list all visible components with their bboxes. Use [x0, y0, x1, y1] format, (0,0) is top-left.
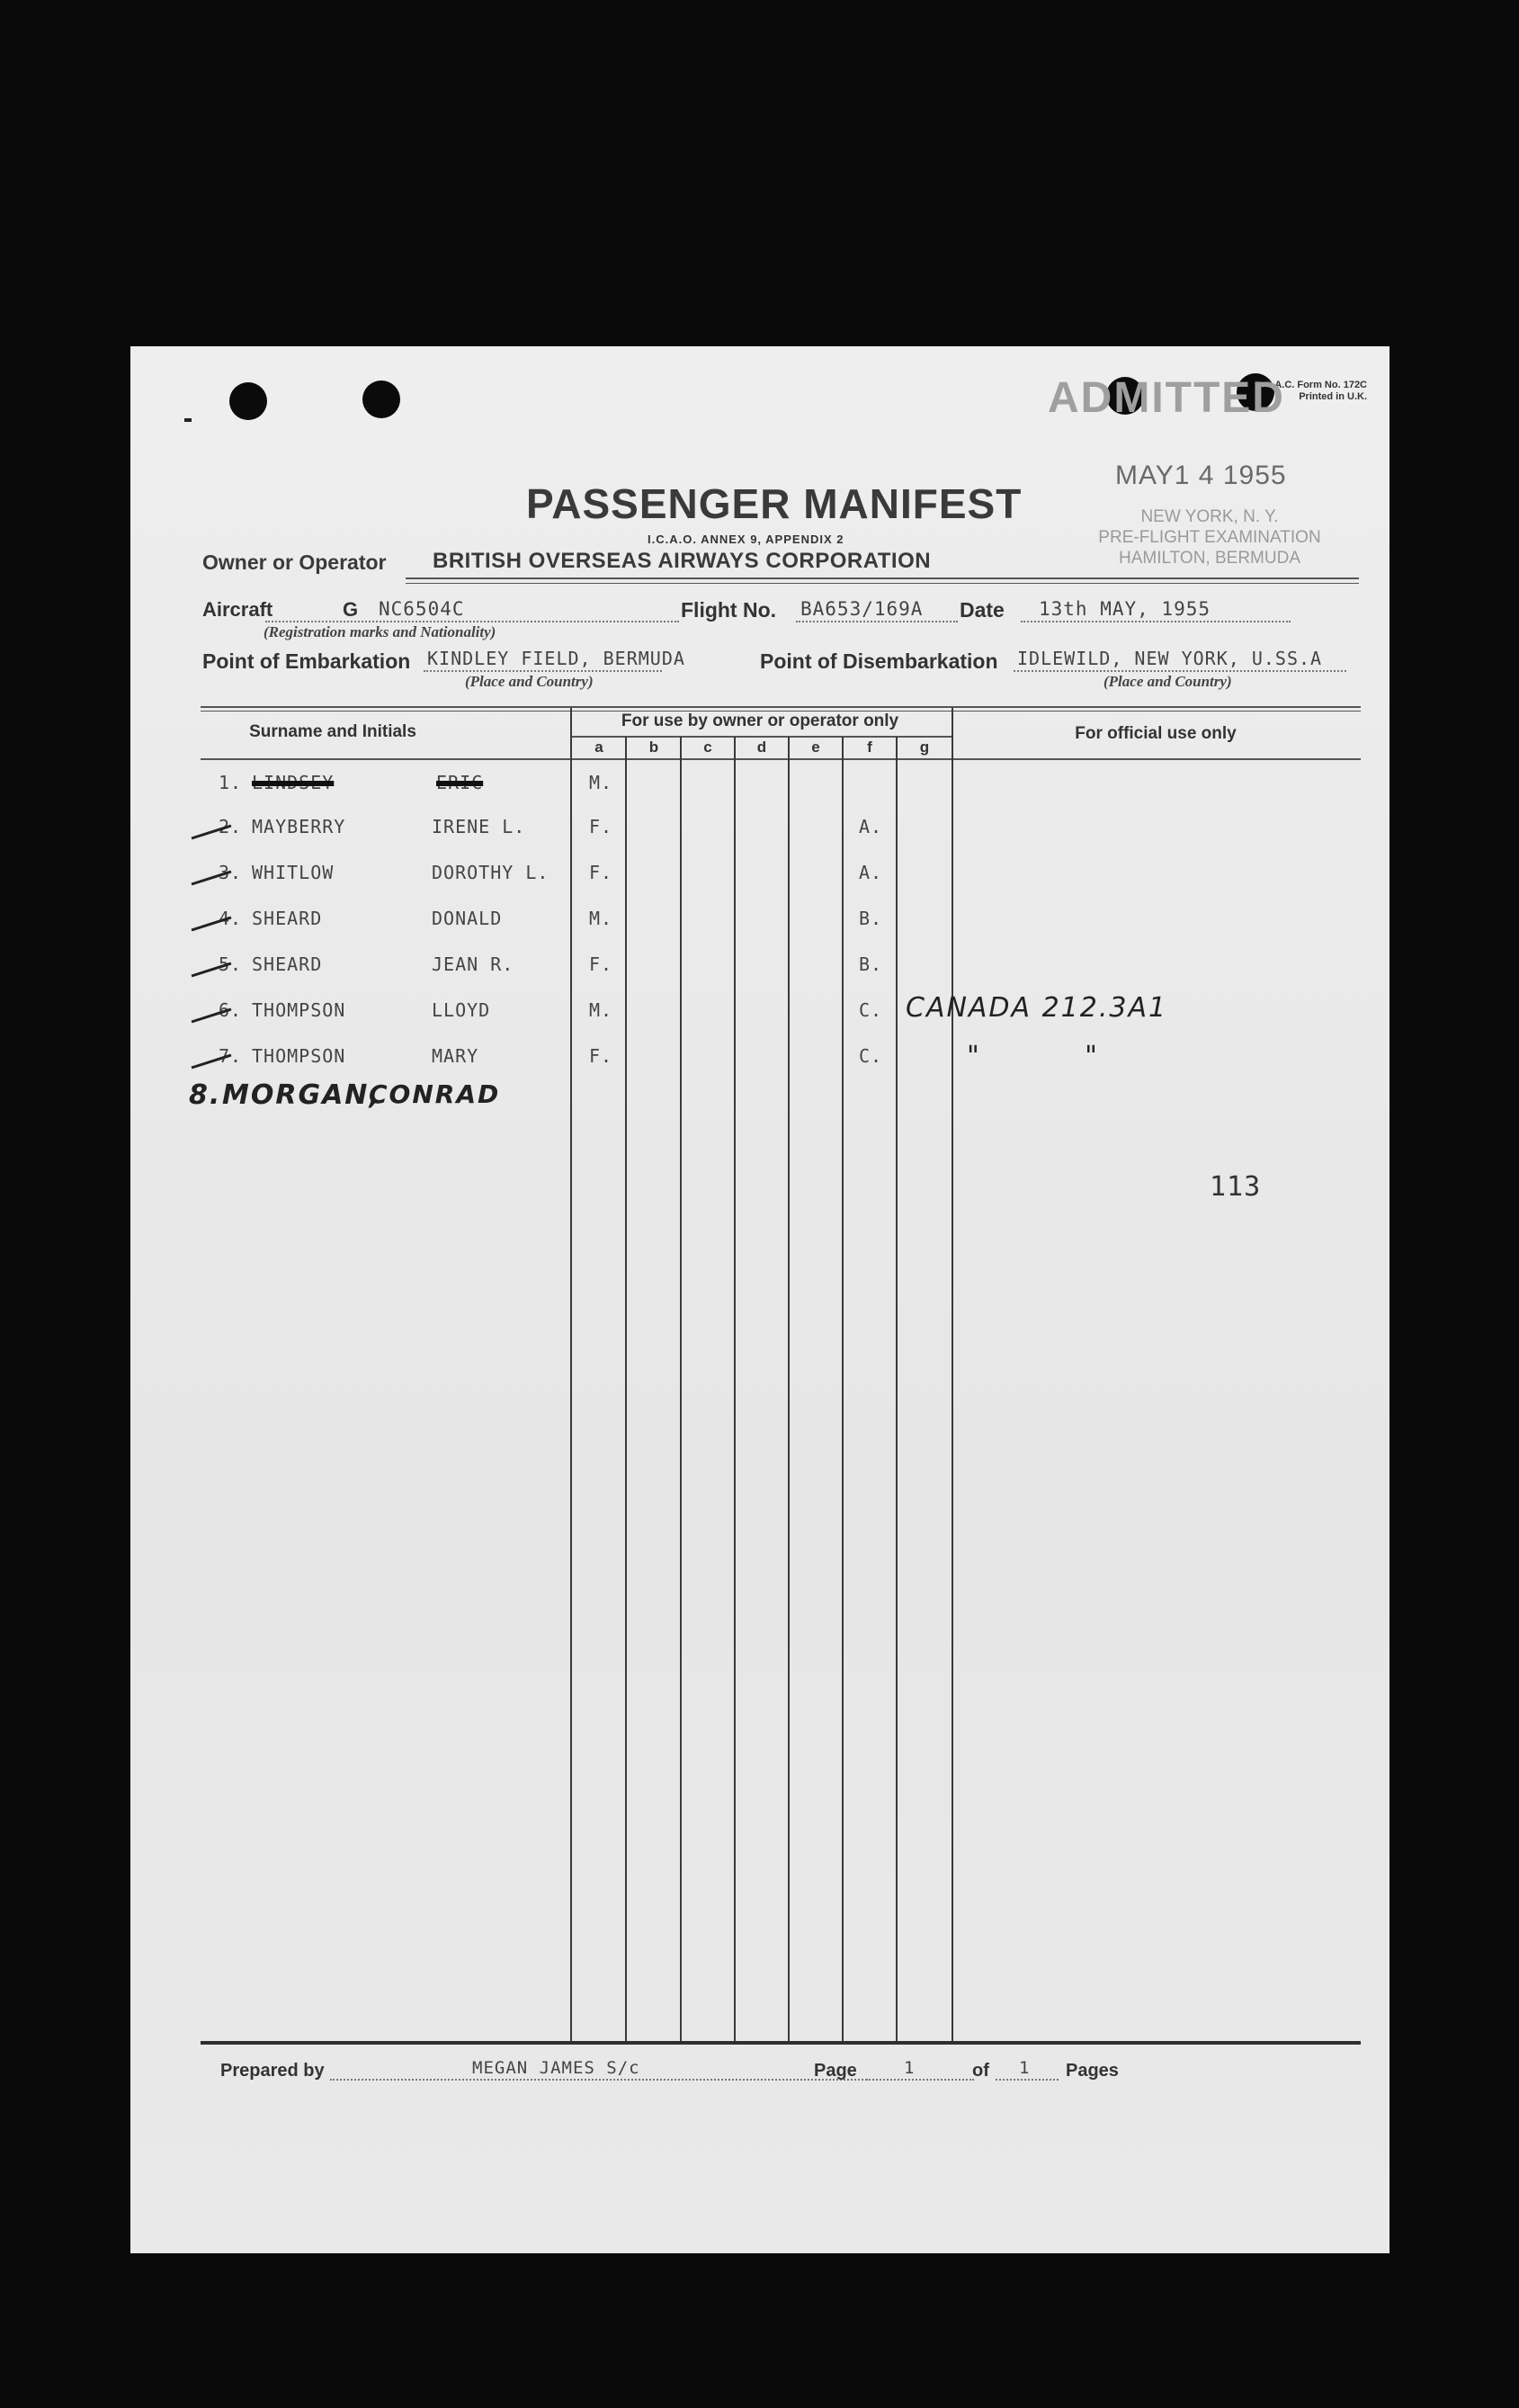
row-col-a: F.	[589, 816, 613, 837]
of-label: of	[972, 2061, 989, 2081]
subcol-c: c	[703, 739, 712, 756]
punch-hole	[229, 382, 267, 420]
embark-value: KINDLEY FIELD, BERMUDA	[427, 648, 685, 669]
printed-in: Printed in U.K.	[1299, 391, 1367, 402]
row-number: 6.	[219, 999, 243, 1021]
page-title: PASSENGER MANIFEST	[526, 480, 1023, 527]
column-divider	[952, 708, 953, 2041]
aircraft-note: (Registration marks and Nationality)	[264, 623, 496, 640]
stamp-line-2: PRE-FLIGHT EXAMINATION	[1098, 528, 1321, 547]
row-given: MARY	[432, 1045, 479, 1067]
dotted-line	[424, 670, 662, 672]
row-number: 7.	[219, 1045, 243, 1067]
stamp-date: MAY1 4 1955	[1115, 461, 1287, 490]
owner-use-header: For use by owner or operator only	[621, 712, 899, 730]
row-number: 8.	[189, 1079, 222, 1111]
row-col-a: M.	[589, 999, 613, 1021]
row-col-a: F.	[589, 862, 613, 883]
surname-header: Surname and Initials	[249, 722, 416, 741]
punch-hole	[362, 380, 400, 418]
subcol-d: d	[756, 739, 767, 756]
row-given: CONRAD	[369, 1079, 501, 1109]
aircraft-value: NC6504C	[379, 598, 465, 620]
page-subtitle: I.C.A.O. ANNEX 9, APPENDIX 2	[648, 533, 844, 546]
form-number: B.O.A.C. Form No. 172C	[1254, 380, 1367, 390]
row-given: LLOYD	[432, 999, 491, 1021]
disembark-label: Point of Disembarkation	[760, 649, 998, 673]
row-number: 2.	[219, 816, 243, 837]
check-marks	[184, 801, 247, 1106]
row-official: " "	[967, 1041, 1099, 1072]
owner-value: BRITISH OVERSEAS AIRWAYS CORPORATION	[433, 549, 932, 573]
prepared-value: MEGAN JAMES S/c	[472, 2058, 640, 2078]
rule	[201, 2041, 1361, 2045]
admitted-stamp: ADMITTED	[1048, 374, 1285, 422]
page-number-mark: 113	[1210, 1171, 1262, 1203]
rule	[406, 577, 1359, 579]
disembark-value: IDLEWILD, NEW YORK, U.SS.A	[1017, 648, 1323, 669]
embark-note: (Place and Country)	[465, 673, 594, 690]
row-col-f: B.	[859, 953, 883, 975]
row-surname: MAYBERRY	[252, 816, 346, 837]
column-divider	[680, 737, 682, 2041]
mark	[184, 418, 192, 422]
row-given: ERIC	[436, 772, 484, 793]
row-number: 3.	[219, 862, 243, 883]
row-surname: LINDSEY	[252, 772, 335, 793]
row-col-a: M.	[589, 908, 613, 929]
row-surname: THOMPSON	[252, 999, 346, 1021]
official-header: For official use only	[1075, 724, 1237, 743]
rule	[201, 758, 1361, 760]
dotted-line	[996, 2079, 1059, 2081]
pages-label: Pages	[1066, 2061, 1119, 2081]
rule	[406, 583, 1359, 584]
date-label: Date	[960, 598, 1005, 622]
of-value: 1	[1019, 2058, 1031, 2078]
row-col-a: F.	[589, 1045, 613, 1067]
stamp-line-3: HAMILTON, BERMUDA	[1119, 549, 1300, 568]
aircraft-label: Aircraft	[202, 598, 273, 621]
dotted-line	[1021, 621, 1291, 622]
row-col-f: C.	[859, 1045, 883, 1067]
row-surname: SHEARD	[252, 908, 323, 929]
row-col-f: A.	[859, 862, 883, 883]
subcol-e: e	[811, 739, 820, 756]
row-surname: SHEARD	[252, 953, 323, 975]
dotted-line	[265, 621, 679, 622]
row-number: 4.	[219, 908, 243, 929]
stamp-line-1: NEW YORK, N. Y.	[1140, 507, 1279, 526]
flight-value: BA653/169A	[800, 598, 924, 620]
column-divider	[896, 737, 898, 2041]
subcol-b: b	[648, 739, 659, 756]
dotted-line	[1014, 670, 1346, 672]
aircraft-prefix: G	[343, 598, 359, 621]
flight-label: Flight No.	[681, 598, 777, 622]
row-col-f: A.	[859, 816, 883, 837]
row-given: DOROTHY L.	[432, 862, 550, 883]
row-col-f: C.	[859, 999, 883, 1021]
row-col-a: F.	[589, 953, 613, 975]
row-number: 1.	[219, 772, 243, 793]
subcol-a: a	[594, 739, 603, 756]
row-surname: WHITLOW	[252, 862, 335, 883]
prepared-label: Prepared by	[220, 2061, 325, 2081]
column-divider	[788, 737, 790, 2041]
row-given: IRENE L.	[432, 816, 526, 837]
page-label: Page	[814, 2061, 857, 2081]
row-surname: MORGAN,	[222, 1079, 381, 1111]
dotted-line	[866, 2079, 974, 2081]
row-surname: THOMPSON	[252, 1045, 346, 1067]
disembark-note: (Place and Country)	[1104, 673, 1232, 690]
row-given: JEAN R.	[432, 953, 514, 975]
column-divider	[625, 737, 627, 2041]
row-official: CANADA 212.3A1	[906, 992, 1168, 1024]
subcol-g: g	[919, 739, 930, 756]
manifest-sheet	[130, 346, 1389, 2253]
column-divider	[842, 737, 844, 2041]
subcol-f: f	[867, 739, 872, 756]
row-number: 5.	[219, 953, 243, 975]
row-col-f: B.	[859, 908, 883, 929]
rule	[201, 706, 1361, 708]
dotted-line	[796, 621, 958, 622]
column-divider	[570, 708, 572, 2041]
page-value: 1	[904, 2058, 916, 2078]
row-col-a: M.	[589, 772, 613, 793]
embark-label: Point of Embarkation	[202, 649, 411, 673]
row-given: DONALD	[432, 908, 503, 929]
owner-label: Owner or Operator	[202, 551, 387, 574]
date-value: 13th MAY, 1955	[1039, 598, 1211, 620]
column-divider	[734, 737, 736, 2041]
dotted-line	[330, 2079, 892, 2081]
